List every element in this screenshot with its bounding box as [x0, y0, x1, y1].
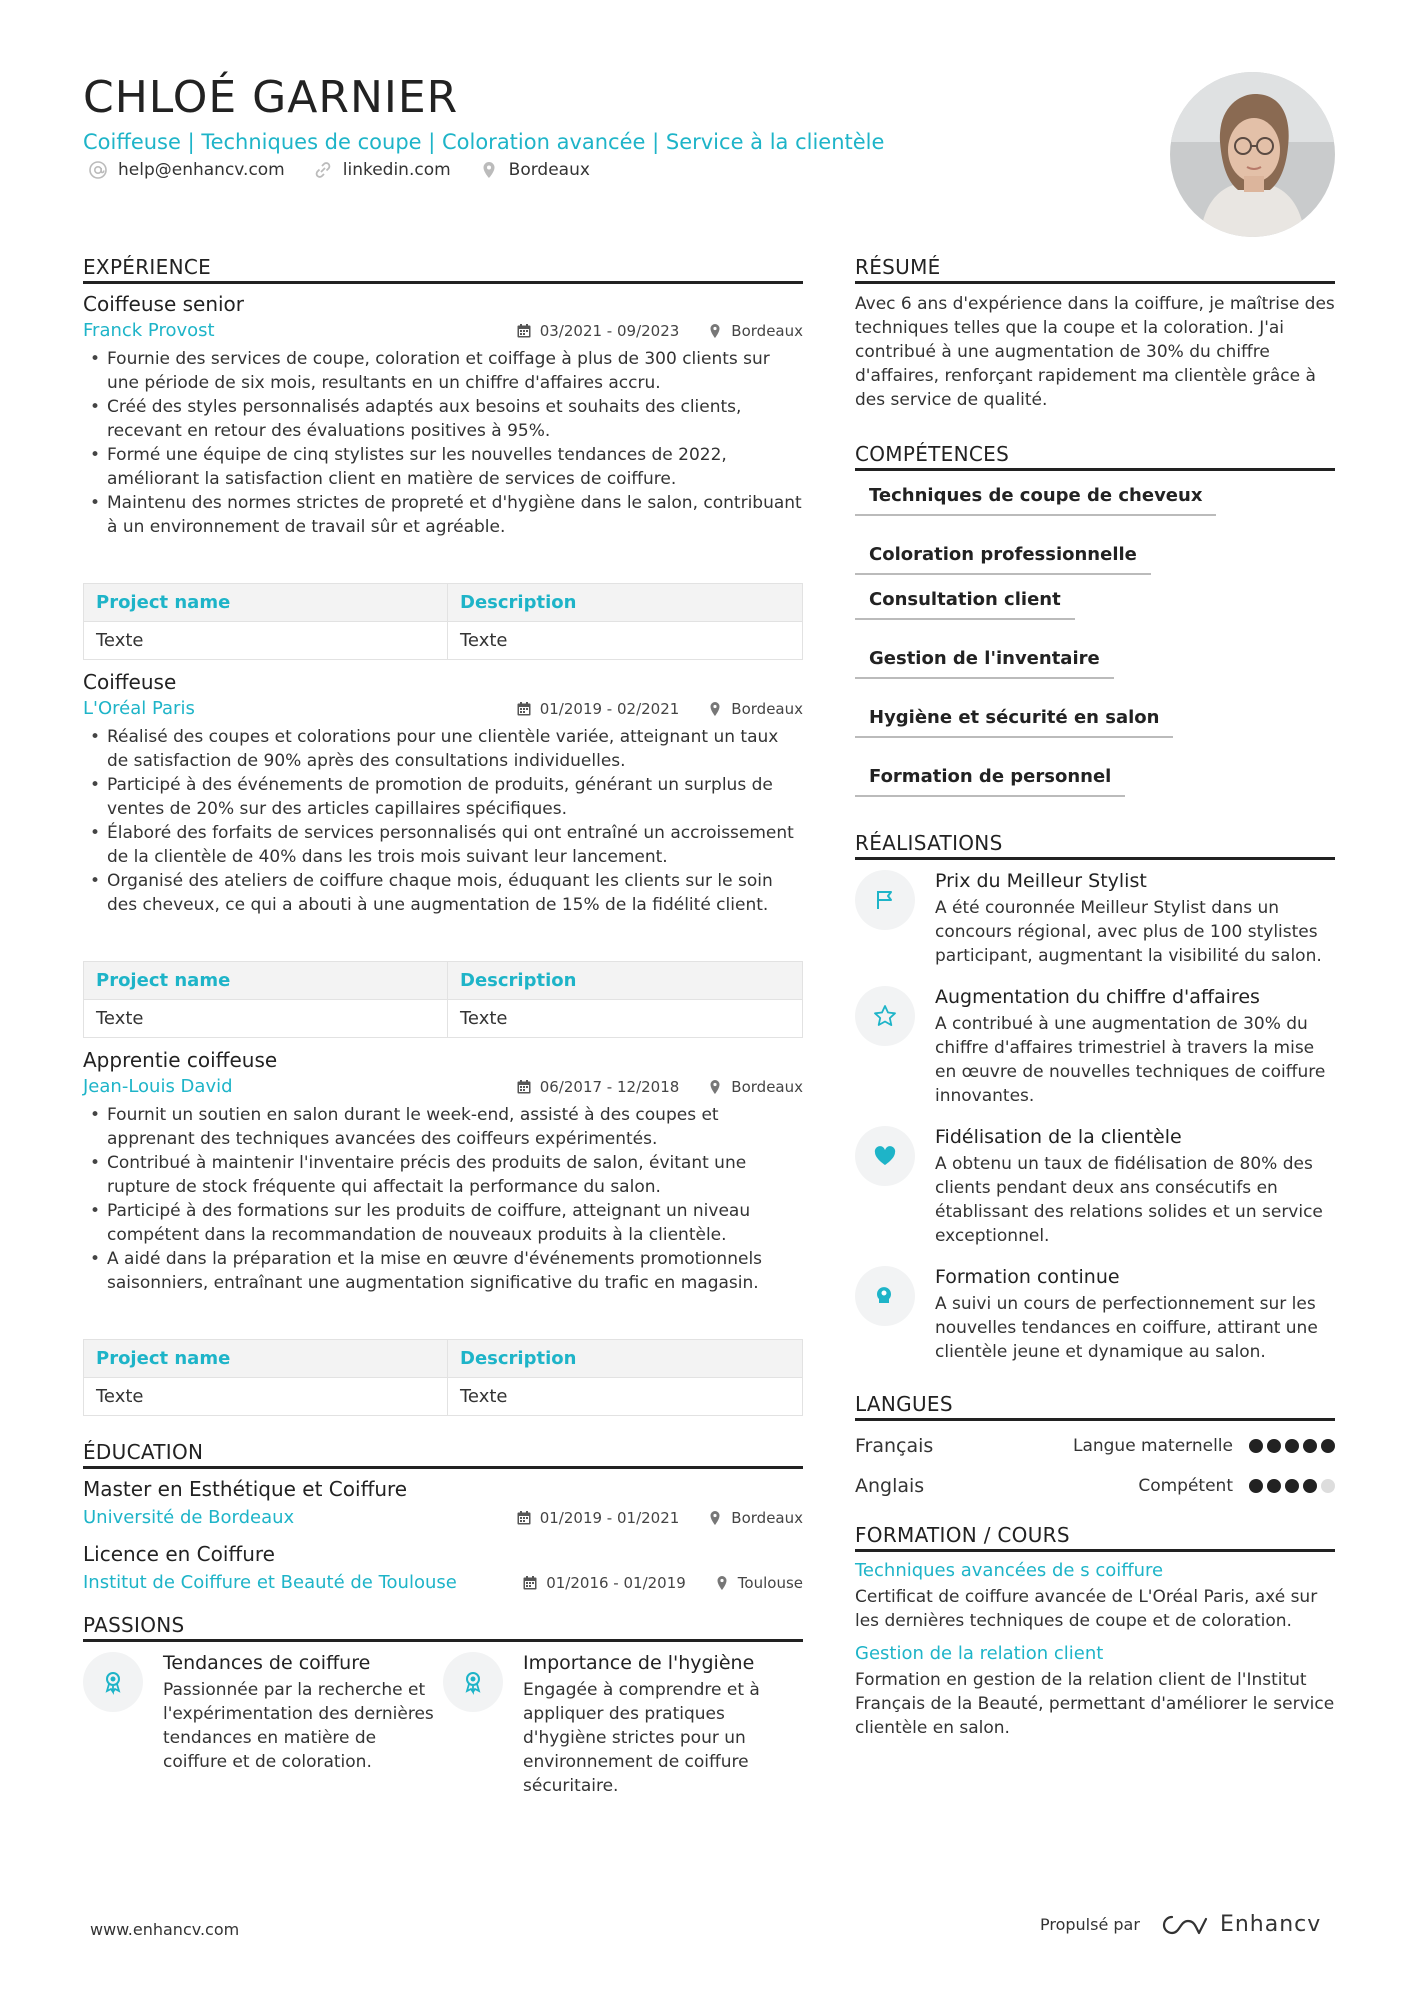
- bullet-item: • Réalisé des coupes et colorations pour une clientèle variée, atteignant un taux de satisfaction de 90% après des consultations individuelles.: [83, 725, 803, 773]
- achievement-title: Fidélisation de la clientèle: [935, 1126, 1182, 1148]
- proficiency-dots: [1249, 1439, 1335, 1453]
- at-icon: [88, 160, 108, 180]
- project-cell: Texte: [84, 1378, 448, 1416]
- calendar-icon: [522, 1575, 538, 1591]
- skill-tag: Gestion de l'inventaire: [855, 648, 1114, 679]
- achievement-title: Formation continue: [935, 1266, 1120, 1288]
- job-location: Bordeaux: [731, 699, 803, 718]
- achievement-item: [855, 1266, 1335, 1364]
- course-item: [855, 1643, 1335, 1740]
- job-title: Apprentie coiffeuse: [83, 1048, 278, 1072]
- bullet-item: • Participé à des formations sur les produits de coiffure, atteignant un niveau compétent dans la recommandation de nouveaux produits à la clientèle.: [83, 1199, 803, 1247]
- bullet-item: • Fournit un soutien en salon durant le week-end, assisté à des coupes et apprenant des techniques avancées des coiffeurs expérimentés.: [83, 1103, 803, 1151]
- proficiency-dot: [1267, 1439, 1281, 1453]
- passions-heading: PASSIONS: [83, 1613, 803, 1642]
- award-icon: [460, 1669, 486, 1695]
- skill-tag: Consultation client: [855, 589, 1075, 620]
- skill-tag: Hygiène et sécurité en salon: [855, 707, 1173, 738]
- achievement-item: [855, 986, 1335, 1108]
- course-title[interactable]: Gestion de la relation client: [855, 1643, 1104, 1664]
- company-name[interactable]: L'Oréal Paris: [83, 698, 195, 719]
- proficiency-dot: [1249, 1479, 1263, 1493]
- calendar-icon: [516, 701, 532, 717]
- company-name[interactable]: Jean-Louis David: [83, 1076, 233, 1097]
- job-bullets: [83, 347, 803, 539]
- proficiency-dot: [1285, 1439, 1299, 1453]
- bullet-item: • Fournie des services de coupe, coloration et coiffage à plus de 300 clients sur une période de six mois, resultants en un chiffre d'affaires accru.: [83, 347, 803, 395]
- contact-linkedin[interactable]: [313, 160, 451, 180]
- flag-icon: [872, 887, 898, 913]
- passions-list: [83, 1652, 803, 1798]
- project-cell: Texte: [84, 622, 448, 660]
- degree-title: Licence en Coiffure: [83, 1542, 275, 1566]
- contact-location: [479, 160, 590, 180]
- languages-heading: LANGUES: [855, 1392, 1335, 1421]
- language-item: [855, 1431, 1335, 1461]
- language-level: Langue maternelle: [1072, 1436, 1233, 1456]
- passion-title: Tendances de coiffure: [163, 1652, 371, 1674]
- achievement-title: Augmentation du chiffre d'affaires: [935, 986, 1260, 1008]
- job-bullets: [83, 725, 803, 917]
- star-icon: [872, 1003, 898, 1029]
- project-name-header: Project name: [84, 584, 448, 622]
- achievements-heading: RÉALISATIONS: [855, 831, 1335, 860]
- location-pin-icon: [707, 1510, 723, 1526]
- achievement-desc: A contribué à une augmentation de 30% du chiffre d'affaires trimestriel à travers la mise en œuvre de nouvelles techniques de coiffure innovantes.: [935, 1014, 1326, 1106]
- passion-item: [83, 1652, 443, 1798]
- project-table: [83, 961, 803, 1038]
- project-table: [83, 583, 803, 660]
- language-name: Français: [855, 1435, 934, 1457]
- proficiency-dots: [1249, 1479, 1335, 1493]
- passion-desc: Engagée à comprendre et à appliquer des pratiques d'hygiène strictes pour un environnement de coiffure sécuritaire.: [523, 1680, 760, 1796]
- description-header: Description: [448, 584, 803, 622]
- proficiency-dot: [1321, 1479, 1335, 1493]
- passion-title: Importance de l'hygiène: [523, 1652, 755, 1674]
- bullet-item: • Organisé des ateliers de coiffure chaque mois, éduquant les clients sur le soin des cheveux, ce qui a abouti à une augmentation de 15% de la fidélité client.: [83, 869, 803, 917]
- job-bullets: [83, 1103, 803, 1295]
- bullet-item: • Maintenu des normes strictes de propreté et d'hygiène dans le salon, contribuant à un environnement de travail sûr et agréable.: [83, 491, 803, 539]
- location-pin-icon: [707, 323, 723, 339]
- location-pin-icon: [479, 160, 499, 180]
- job-title: Coiffeuse: [83, 670, 177, 694]
- company-name[interactable]: Franck Provost: [83, 320, 215, 341]
- bullet-item: • Formé une équipe de cinq stylistes sur les nouvelles tendances de 2022, améliorant la satisfaction client en matière de services de coiffure.: [83, 443, 803, 491]
- bullet-item: • A aidé dans la préparation et la mise en œuvre d'événements promotionnels saisonniers, entraînant une augmentation significative du trafic en magasin.: [83, 1247, 803, 1295]
- bullet-item: • Contribué à maintenir l'inventaire précis des produits de salon, évitant une rupture de stock fréquente qui affectait la performance du salon.: [83, 1151, 803, 1199]
- profile-photo: [1170, 72, 1335, 237]
- calendar-icon: [516, 1079, 532, 1095]
- description-header: Description: [448, 962, 803, 1000]
- experience-entry: [83, 292, 803, 660]
- proficiency-dot: [1249, 1439, 1263, 1453]
- experience-heading: EXPÉRIENCE: [83, 255, 803, 284]
- contact-email[interactable]: [88, 160, 285, 180]
- summary-heading: RÉSUMÉ: [855, 255, 1335, 284]
- candidate-name: CHLOÉ GARNIER: [83, 72, 459, 123]
- job-dates: 01/2019 - 02/2021: [539, 699, 680, 718]
- brain-icon: [872, 1283, 898, 1309]
- footer-branding: [1040, 1912, 1321, 1937]
- bullet-item: • Créé des styles personnalisés adaptés aux besoins et souhaits des clients, recevant en retour des évaluations positives à 95%.: [83, 395, 803, 443]
- experience-entry: [83, 670, 803, 1038]
- education-dates: 01/2019 - 01/2021: [539, 1508, 680, 1527]
- passion-item: [443, 1652, 803, 1798]
- education-entry: [83, 1542, 803, 1593]
- award-icon: [100, 1669, 126, 1695]
- skills-list: [855, 485, 1335, 797]
- description-cell: Texte: [448, 1000, 803, 1038]
- course-title[interactable]: Techniques avancées de s coiffure: [855, 1560, 1164, 1581]
- education-entry: [83, 1477, 803, 1528]
- location-pin-icon: [714, 1575, 730, 1591]
- right-column: [855, 255, 1335, 1740]
- bullet-item: • Élaboré des forfaits de services personnalisés qui ont entraîné un accroissement de la clientèle de 40% dans les trois mois suivant leur lancement.: [83, 821, 803, 869]
- proficiency-dot: [1303, 1479, 1317, 1493]
- proficiency-dot: [1321, 1439, 1335, 1453]
- project-cell: Texte: [84, 1000, 448, 1038]
- achievement-title: Prix du Meilleur Stylist: [935, 870, 1147, 892]
- skill-tag: Formation de personnel: [855, 766, 1125, 797]
- project-name-header: Project name: [84, 1340, 448, 1378]
- description-cell: Texte: [448, 1378, 803, 1416]
- language-item: [855, 1471, 1335, 1501]
- location-pin-icon: [707, 1079, 723, 1095]
- location-text: Bordeaux: [508, 160, 590, 180]
- achievement-desc: A été couronnée Meilleur Stylist dans un concours régional, avec plus de 100 stylistes participant, augmentant la visibilité du salon.: [935, 898, 1322, 966]
- proficiency-dot: [1267, 1479, 1281, 1493]
- passion-desc: Passionnée par la recherche et l'expérimentation des dernières tendances en matière de coiffure et de coloration.: [163, 1680, 434, 1772]
- footer-website[interactable]: www.enhancv.com: [90, 1920, 240, 1939]
- school-name[interactable]: Institut de Coiffure et Beauté de Toulouse: [83, 1572, 457, 1593]
- brand-name: Enhancv: [1219, 1912, 1322, 1937]
- description-header: Description: [448, 1340, 803, 1378]
- contact-bar: [88, 160, 590, 180]
- link-icon: [313, 160, 333, 180]
- calendar-icon: [516, 323, 532, 339]
- linkedin-text: linkedin.com: [342, 160, 451, 180]
- education-dates: 01/2016 - 01/2019: [546, 1573, 686, 1592]
- course-desc: Formation en gestion de la relation client de l'Institut Français de la Beauté, permettant d'améliorer le service clientèle en salon.: [855, 1670, 1335, 1738]
- achievement-desc: A suivi un cours de perfectionnement sur les nouvelles tendances en coiffure, attirant une clientèle jeune et dynamique au salon.: [935, 1294, 1318, 1362]
- calendar-icon: [516, 1510, 532, 1526]
- job-dates: 06/2017 - 12/2018: [539, 1077, 680, 1096]
- location-pin-icon: [707, 701, 723, 717]
- job-title: Coiffeuse senior: [83, 292, 245, 316]
- proficiency-dot: [1303, 1439, 1317, 1453]
- language-name: Anglais: [855, 1475, 925, 1497]
- job-location: Bordeaux: [731, 321, 803, 340]
- bullet-item: • Participé à des événements de promotion de produits, générant un surplus de ventes de 20% sur des articles capillaires spécifiques.: [83, 773, 803, 821]
- education-location: Toulouse: [737, 1573, 803, 1592]
- summary-text: Avec 6 ans d'expérience dans la coiffure, je maîtrise des techniques telles que la coupe et la coloration. J'ai contribué à une augmentation de 30% du chiffre d'affaires, renforçant rapidement ma clientèle grâce à des service de qualité.: [855, 294, 1335, 410]
- proficiency-dot: [1285, 1479, 1299, 1493]
- skill-tag: Coloration professionnelle: [855, 544, 1151, 575]
- email-text: help@enhancv.com: [118, 160, 285, 180]
- experience-entry: [83, 1048, 803, 1416]
- enhancv-logo[interactable]: [1162, 1912, 1321, 1937]
- skill-tag: Techniques de coupe de cheveux: [855, 485, 1216, 516]
- course-desc: Certificat de coiffure avancée de L'Oréal Paris, axé sur les dernières techniques de coupe et de coloration.: [855, 1587, 1318, 1631]
- left-column: [83, 255, 803, 1798]
- job-dates: 03/2021 - 09/2023: [539, 321, 680, 340]
- education-heading: ÉDUCATION: [83, 1440, 803, 1469]
- description-cell: Texte: [448, 622, 803, 660]
- achievement-item: [855, 870, 1335, 968]
- project-name-header: Project name: [84, 962, 448, 1000]
- education-location: Bordeaux: [731, 1508, 803, 1527]
- achievement-item: [855, 1126, 1335, 1248]
- headline: Coiffeuse | Techniques de coupe | Coloration avancée | Service à la clientèle: [83, 130, 885, 154]
- project-table: [83, 1339, 803, 1416]
- degree-title: Master en Esthétique et Coiffure: [83, 1477, 408, 1501]
- skills-heading: COMPÉTENCES: [855, 442, 1335, 471]
- powered-by-label: Propulsé par: [1040, 1915, 1140, 1934]
- courses-heading: FORMATION / COURS: [855, 1523, 1335, 1552]
- school-name[interactable]: Université de Bordeaux: [83, 1507, 295, 1528]
- achievement-desc: A obtenu un taux de fidélisation de 80% des clients pendant deux ans consécutifs en établissant des relations solides et un service exceptionnel.: [935, 1154, 1323, 1246]
- heart-icon: [872, 1143, 898, 1169]
- job-location: Bordeaux: [731, 1077, 803, 1096]
- course-item: [855, 1560, 1335, 1633]
- enhancv-logo-icon: [1162, 1913, 1210, 1937]
- language-level: Compétent: [1138, 1476, 1233, 1496]
